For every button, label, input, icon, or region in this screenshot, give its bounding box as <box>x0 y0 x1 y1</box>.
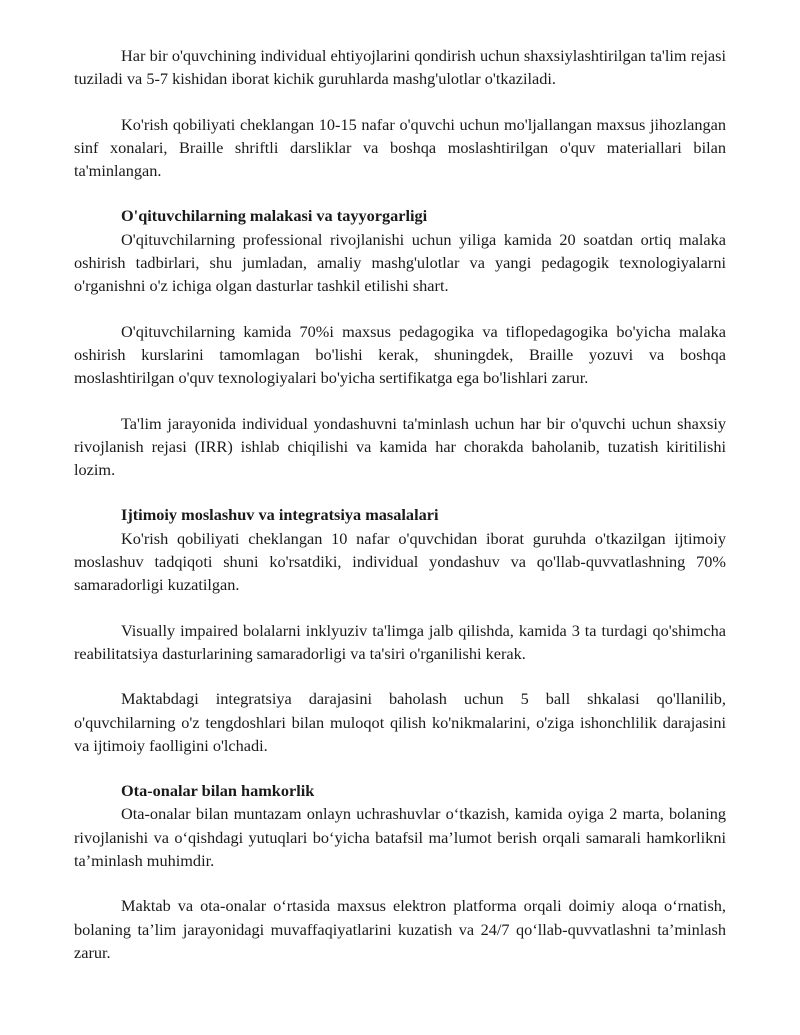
section-heading: Ota-onalar bilan hamkorlik <box>121 781 315 801</box>
paragraph: Maktab va ota-onalar o‘rtasida maxsus elektron platforma orqali doimiy aloqa o‘rnatish, bolaning ta’lim jarayonidagi muvaffaqiyatlarini kuzatish va 24/7 qo‘llab-quvvatlashni ta’minlash zarur. <box>74 896 726 962</box>
paragraph: O'qituvchilarning professional rivojlanishi uchun yiliga kamida 20 soatdan ortiq malaka oshirish tadbirlari, shu jumladan, amaliy mashg'ulotlar va yangi pedagogik texnologiyalarni o'rganishni o'z ichiga olgan dasturlar tashkil etilishi shart. <box>74 229 726 296</box>
paragraph: Ko'rish qobiliyati cheklangan 10-15 nafar o'quvchi uchun mo'ljallangan maxsus jihozlangan sinf xonalari, Braille shriftli darsliklar va boshqa moslashtirilgan o'quv materiallari bilan ta'minlangan. <box>74 114 726 181</box>
paragraph: Visually impaired bolalarni inklyuziv ta'limga jalb qilishda, kamida 3 ta turdagi qo'shimcha reabilitatsiya dasturlarining samaradorligi va ta'siri o'rganilishi kerak. <box>74 620 726 663</box>
paragraph: Maktabdagi integratsiya darajasini baholash uchun 5 ball shkalasi qo'llanilib, o'quvchilarning o'z tengdoshlari bilan muloqot qilish ko'nikmalarini, o'ziga ishonchlilik darajasini va ijtimoiy faolligini o'lchadi. <box>74 689 726 755</box>
paragraph: Ko'rish qobiliyati cheklangan 10 nafar o'quvchidan iborat guruhda o'tkazilgan ijtimoiy moslashuv tadqiqoti shuni ko'rsatdiki, individual yondashuv va qo'llab-quvvatlashning 70% samaradorligi kuzatilgan. <box>74 528 726 595</box>
section-heading: Ijtimoiy moslashuv va integratsiya masalalari <box>121 505 439 525</box>
paragraph: Ota-onalar bilan muntazam onlayn uchrashuvlar o‘tkazish, kamida oyiga 2 marta, bolaning rivojlanishi va o‘qishdagi yutuqlari bo‘yicha batafsil ma’lumot berish orqali samarali hamkorlikni ta’minlash muhimdir. <box>74 804 726 871</box>
section-heading: O'qituvchilarning malakasi va tayyorgarligi <box>121 206 428 226</box>
paragraph: O'qituvchilarning kamida 70%i maxsus pedagogika va tiflopedagogika bo'yicha malaka oshirish kurslarini tamomlagan bo'lishi kerak, shuningdek, Braille yozuvi va boshqa moslashtirilgan o'quv texnologiyalari bo'yicha sertifikatga ega bo'lishlari zarur. <box>74 321 726 388</box>
paragraph: Har bir o'quvchining individual ehtiyojlarini qondirish uchun shaxsiylashtirilgan ta'lim rejasi tuziladi va 5-7 kishidan iborat kichik guruhlarda mashg'ulotlar o'tkaziladi. <box>74 46 726 89</box>
paragraph: Ta'lim jarayonida individual yondashuvni ta'minlash uchun har bir o'quvchi uchun shaxsiy rivojlanish rejasi (IRR) ishlab chiqilishi va kamida har chorakda baholanib, tuzatish kiritilishi lozim. <box>74 413 726 480</box>
